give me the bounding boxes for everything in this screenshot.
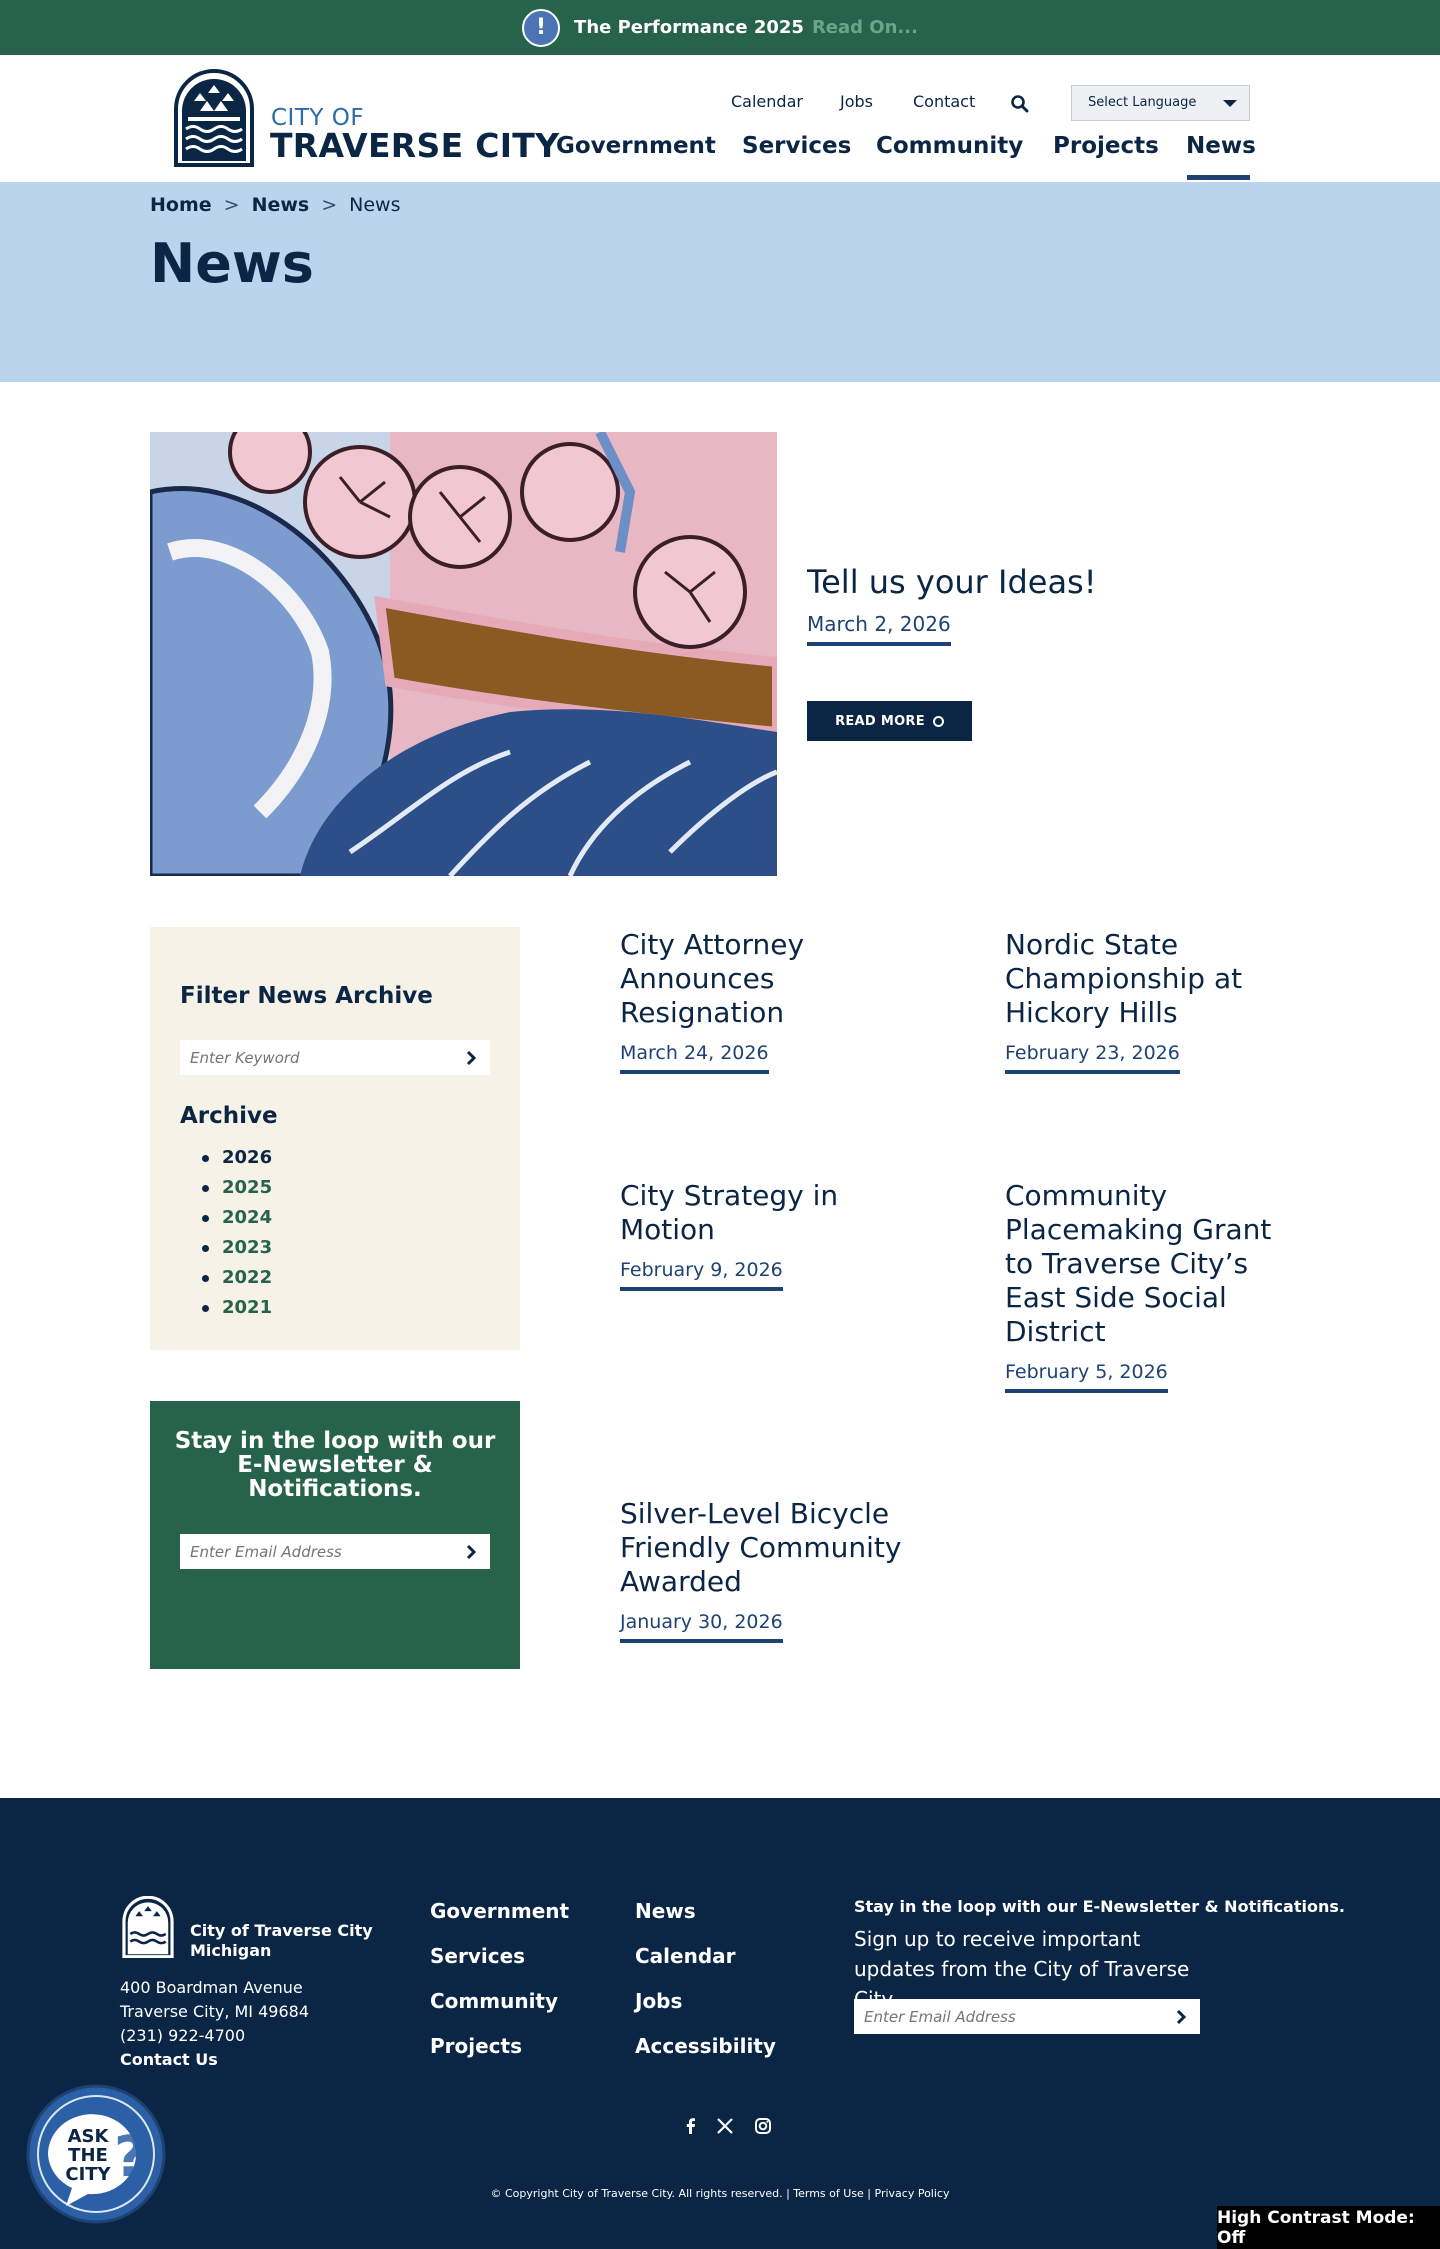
util-link-jobs[interactable]: Jobs xyxy=(840,92,873,111)
article-title[interactable]: Silver-Level Bicycle Friendly Community Awarded xyxy=(620,1497,902,1598)
archive-year-2021[interactable]: 2021 xyxy=(202,1293,272,1323)
site-header xyxy=(0,55,1440,182)
util-link-contact[interactable]: Contact xyxy=(913,92,976,111)
article-date: January 30, 2026 xyxy=(620,1611,783,1643)
news-article[interactable] xyxy=(1005,928,1295,1074)
ask-city-line3: CITY xyxy=(65,2164,111,2185)
arrow-circle-icon xyxy=(933,716,944,727)
footer-newsletter-title: Stay in the loop with our E-Newsletter & Notifications. xyxy=(854,1897,1345,1916)
article-date: February 23, 2026 xyxy=(1005,1042,1180,1074)
archive-title: Archive xyxy=(180,1103,278,1129)
footer-contact-link[interactable]: Contact Us xyxy=(120,2050,218,2069)
ask-city-line1: ASK xyxy=(67,2126,109,2147)
language-select-label: Select Language xyxy=(1088,95,1197,110)
alert-read-on-link[interactable]: Read On... xyxy=(811,17,918,38)
city-logo-icon[interactable] xyxy=(170,69,258,167)
featured-title[interactable]: Tell us your Ideas! xyxy=(807,563,1097,601)
footer-logo-icon[interactable] xyxy=(120,1896,176,1958)
breadcrumb-home[interactable]: Home xyxy=(150,194,212,216)
footer-org-line1: City of Traverse City xyxy=(190,1921,373,1940)
featured-image[interactable] xyxy=(150,432,777,876)
ask-city-line2: THE xyxy=(68,2145,108,2166)
footer-phone[interactable]: (231) 922-4700 xyxy=(120,2026,246,2045)
archive-year-2025[interactable]: 2025 xyxy=(202,1173,272,1203)
footer-org-line2: Michigan xyxy=(190,1941,272,1960)
alert-icon: ! xyxy=(522,9,560,47)
nav-community[interactable]: Community xyxy=(876,133,1024,159)
newsletter-email-input[interactable] xyxy=(180,1534,490,1569)
newsletter-panel xyxy=(150,1401,520,1669)
footer-address-line1: 400 Boardman Avenue xyxy=(120,1978,303,1997)
chevron-right-icon[interactable] xyxy=(456,1043,486,1073)
article-date: February 9, 2026 xyxy=(620,1259,783,1291)
nav-services[interactable]: Services xyxy=(742,133,852,159)
chevron-right-icon[interactable] xyxy=(1166,2002,1196,2032)
featured-date: March 2, 2026 xyxy=(807,612,951,646)
footer-link-government[interactable]: Government xyxy=(430,1899,570,1923)
read-more-label: READ MORE xyxy=(835,713,925,729)
alert-bar xyxy=(0,0,1440,55)
filter-panel xyxy=(150,927,520,1350)
footer-link-news[interactable]: News xyxy=(635,1899,696,1923)
logo-city-of: CITY OF xyxy=(271,105,365,131)
article-title[interactable]: City Attorney Announces Resignation xyxy=(620,928,805,1029)
ask-the-city-chat-button[interactable] xyxy=(26,2084,166,2224)
language-select[interactable] xyxy=(1071,85,1250,121)
site-footer xyxy=(0,1798,1440,2249)
news-article[interactable] xyxy=(620,1179,910,1291)
page-hero xyxy=(0,182,1440,382)
footer-address xyxy=(120,1976,309,2072)
breadcrumb-separator: > xyxy=(321,194,338,216)
footer-org-name xyxy=(190,1921,373,1961)
archive-year-2022[interactable]: 2022 xyxy=(202,1263,272,1293)
footer-link-accessibility[interactable]: Accessibility xyxy=(635,2034,776,2058)
facebook-icon[interactable] xyxy=(681,2116,701,2136)
archive-year-2026[interactable]: 2026 xyxy=(202,1143,272,1173)
footer-link-calendar[interactable]: Calendar xyxy=(635,1944,736,1968)
footer-link-projects[interactable]: Projects xyxy=(430,2034,523,2058)
page-title: News xyxy=(150,232,314,295)
breadcrumb-news[interactable]: News xyxy=(251,194,310,216)
instagram-icon[interactable] xyxy=(753,2116,773,2136)
article-title[interactable]: City Strategy in Motion xyxy=(620,1179,839,1246)
high-contrast-toggle[interactable]: High Contrast Mode: Off xyxy=(1217,2206,1440,2249)
alert-title: The Performance 2025 xyxy=(574,17,804,38)
util-link-calendar[interactable]: Calendar xyxy=(731,92,803,111)
footer-link-jobs[interactable]: Jobs xyxy=(635,1989,683,2013)
search-icon[interactable] xyxy=(1010,94,1030,114)
mural-image xyxy=(150,432,777,876)
nav-government[interactable]: Government xyxy=(556,133,716,159)
footer-link-community[interactable]: Community xyxy=(430,1989,559,2013)
nav-news[interactable]: News xyxy=(1186,133,1256,159)
article-date: March 24, 2026 xyxy=(620,1042,769,1074)
logo-name[interactable]: TRAVERSE CITY xyxy=(270,126,560,165)
footer-link-services[interactable]: Services xyxy=(430,1944,526,1968)
footer-address-line2: Traverse City, MI 49684 xyxy=(120,2002,309,2021)
breadcrumb-separator: > xyxy=(223,194,240,216)
footer-newsletter-desc: Sign up to receive important updates from the City of Traverse xyxy=(854,1927,1190,1981)
article-title[interactable]: Nordic State Championship at Hickory Hills xyxy=(1005,928,1243,1029)
filter-title: Filter News Archive xyxy=(180,983,433,1009)
breadcrumb-current: News xyxy=(349,194,401,216)
archive-year-2023[interactable]: 2023 xyxy=(202,1233,272,1263)
breadcrumb xyxy=(150,194,400,216)
footer-copyright: © Copyright City of Traverse City. All rights reserved. | Terms of Use | Privacy Policy xyxy=(490,2187,950,2200)
chevron-right-icon[interactable] xyxy=(456,1537,486,1567)
archive-year-2024[interactable]: 2024 xyxy=(202,1203,272,1233)
read-more-button[interactable] xyxy=(807,701,972,741)
archive-year-list xyxy=(202,1143,272,1323)
article-title[interactable]: Community Placemaking Grant to Traverse City’s East Side Social District xyxy=(1005,1179,1272,1348)
news-article[interactable] xyxy=(620,1497,910,1643)
svg-text:?: ? xyxy=(114,2125,147,2190)
article-date: February 5, 2026 xyxy=(1005,1361,1168,1393)
nav-projects[interactable]: Projects xyxy=(1053,133,1159,159)
active-nav-indicator xyxy=(1187,175,1250,180)
news-article[interactable] xyxy=(620,928,910,1074)
chevron-down-icon xyxy=(1223,100,1237,107)
newsletter-title: Stay in the loop with our E-Newsletter & Notifications. xyxy=(174,1428,496,1502)
keyword-input[interactable] xyxy=(180,1040,490,1075)
footer-email-input[interactable] xyxy=(854,1999,1200,2034)
news-article[interactable] xyxy=(1005,1179,1295,1393)
x-icon[interactable] xyxy=(715,2116,735,2136)
